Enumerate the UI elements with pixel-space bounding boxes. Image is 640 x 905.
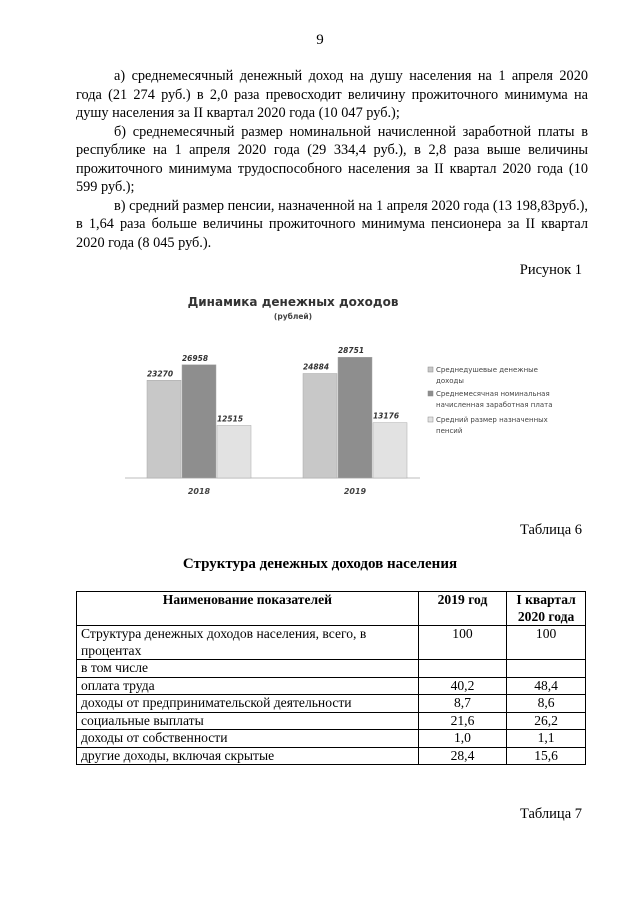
row-value-2019: 28,4 xyxy=(418,747,506,765)
data-label: 28751 xyxy=(337,346,365,356)
table-row xyxy=(77,712,586,730)
data-label: 26958 xyxy=(181,353,209,363)
row-label: оплата труда xyxy=(77,677,419,695)
income-chart xyxy=(95,282,575,512)
bar xyxy=(373,423,407,478)
bar xyxy=(182,365,216,478)
header-q1-2020: I квартал 2020 года xyxy=(507,592,586,626)
row-value-2019: 100 xyxy=(418,626,506,660)
table-row xyxy=(77,626,586,660)
data-label: 12515 xyxy=(216,414,244,424)
header-indicator: Наименование показателей xyxy=(77,592,419,626)
row-value-2019: 8,7 xyxy=(418,695,506,713)
chart-title: Динамика денежных доходов xyxy=(187,295,399,309)
row-label: другие доходы, включая скрытые xyxy=(77,747,419,765)
paragraph-b: б) среднемесячный размер номинальной начисленной заработной платы в республике на 1 апреля 2020 года (29 334,4 руб.), в 2,8 раза выше величины прожиточного минимума трудоспособного населения за II квартал 2020 года (10 599 руб.); xyxy=(76,123,588,195)
chart-subtitle: (рублей) xyxy=(273,312,313,321)
x-tick-label: 2018 xyxy=(187,487,211,496)
data-label: 23270 xyxy=(146,369,174,379)
page-number: 9 xyxy=(316,32,324,48)
row-value-2020: 26,2 xyxy=(507,712,586,730)
legend-swatch xyxy=(428,391,433,396)
legend-label: Средний размер назначенных пенсий xyxy=(436,416,548,435)
row-value-2020 xyxy=(507,660,586,678)
table-row xyxy=(77,747,586,765)
row-label: доходы от предпринимательской деятельности xyxy=(77,695,419,713)
row-label: социальные выплаты xyxy=(77,712,419,730)
bar xyxy=(303,373,337,478)
legend-swatch xyxy=(428,417,433,422)
x-tick-label: 2019 xyxy=(343,487,367,496)
table-row xyxy=(77,660,586,678)
header-2019: 2019 год xyxy=(418,592,506,626)
legend-label: Среднемесячная номинальная начисленная заработная плата xyxy=(436,390,553,409)
table-row xyxy=(77,730,586,748)
row-value-2020: 15,6 xyxy=(507,747,586,765)
body-text xyxy=(76,67,588,252)
data-label: 24884 xyxy=(302,362,330,372)
row-label: доходы от собственности xyxy=(77,730,419,748)
table-caption: Таблица 6 xyxy=(519,522,582,538)
row-value-2019: 1,0 xyxy=(418,730,506,748)
row-value-2019: 40,2 xyxy=(418,677,506,695)
paragraph-c: в) средний размер пенсии, назначенной на 1 апреля 2020 года (13 198,83руб.), в 1,64 раза больше величины прожиточного минимума пенсионера за II квартал 2020 года (8 045 руб.). xyxy=(76,197,588,251)
bar xyxy=(217,425,251,478)
row-label: Структура денежных доходов населения, всего, в процентах xyxy=(77,626,419,660)
table-header-row xyxy=(77,592,586,626)
row-label: в том числе xyxy=(77,660,419,678)
legend-swatch xyxy=(428,367,433,372)
row-value-2020: 48,4 xyxy=(507,677,586,695)
data-label: 13176 xyxy=(372,411,400,421)
legend-label: Среднедушевые денежные доходы xyxy=(436,366,538,385)
table-title: Структура денежных доходов населения xyxy=(182,556,458,572)
table-row xyxy=(77,677,586,695)
row-value-2019 xyxy=(418,660,506,678)
bar xyxy=(338,357,372,478)
table-row xyxy=(77,695,586,713)
row-value-2020: 100 xyxy=(507,626,586,660)
paragraph-a: а) среднемесячный денежный доход на душу населения на 1 апреля 2020 года (21 274 руб.) в 2,0 раза превосходит величину прожиточного минимума на душу населения за II квартал 2020 года (10 047 руб.); xyxy=(76,68,588,121)
next-table-caption: Таблица 7 xyxy=(519,806,582,822)
figure-caption: Рисунок 1 xyxy=(519,262,582,278)
income-structure-table xyxy=(76,591,586,765)
row-value-2020: 8,6 xyxy=(507,695,586,713)
bar xyxy=(147,380,181,478)
row-value-2020: 1,1 xyxy=(507,730,586,748)
row-value-2019: 21,6 xyxy=(418,712,506,730)
